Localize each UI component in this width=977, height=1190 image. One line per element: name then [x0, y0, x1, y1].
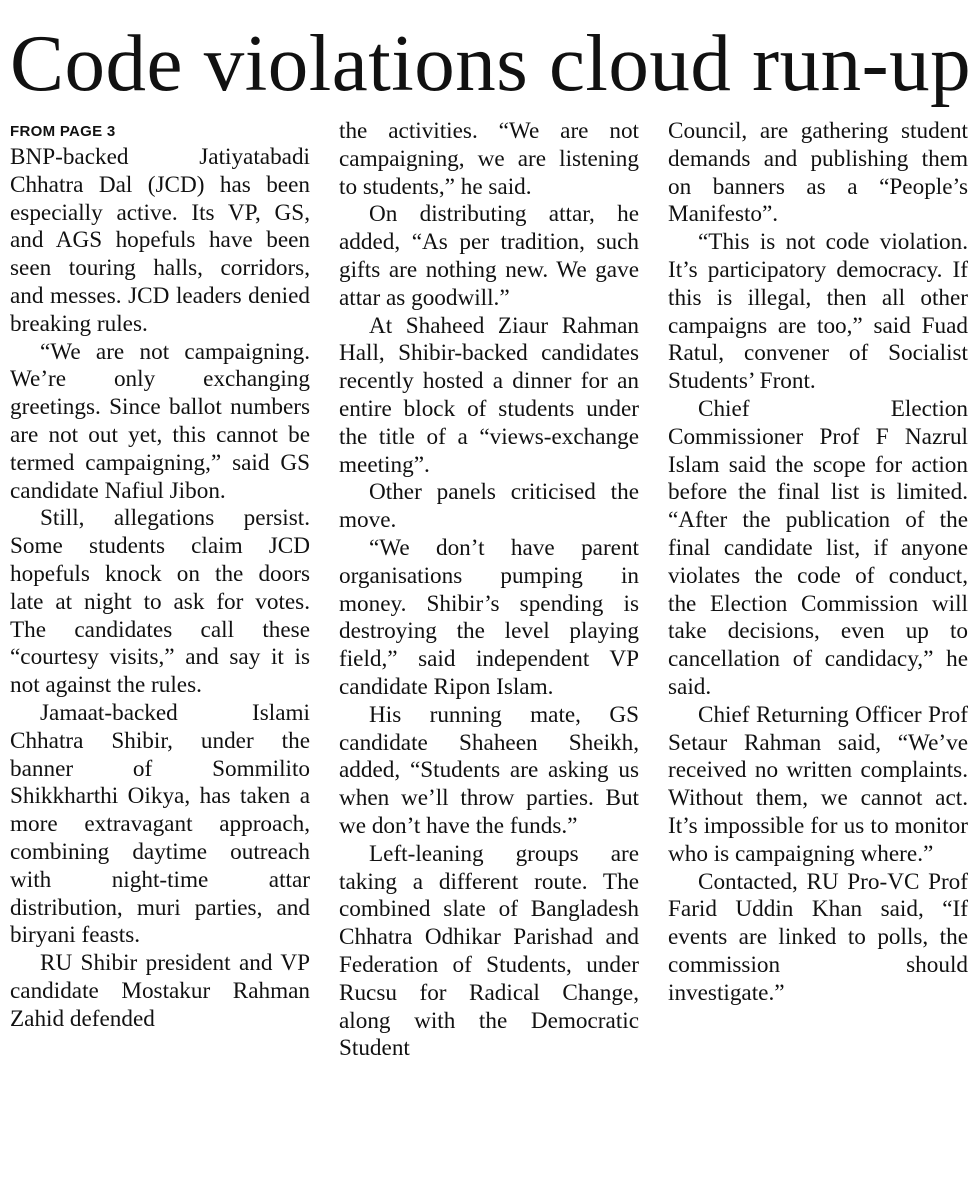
paragraph: the activities. “We are not campaigning, we are listening to students,” he said.: [339, 118, 639, 200]
paragraph: Other panels criticised the move.: [339, 479, 639, 534]
paragraph: “We are not campaigning. We’re only exchanging greetings. Since ballot numbers are not out yet, this cannot be termed campaigning,” said GS candidate Nafiul Jibon.: [10, 338, 310, 504]
paragraph: RU Shibir president and VP candidate Mostakur Rahman Zahid defended: [10, 950, 310, 1032]
article-column-1: [10, 118, 310, 1178]
paragraph: Chief Returning Officer Prof Setaur Rahman said, “We’ve received no written complaints. Without them, we cannot act. It’s impossible for us to monitor who is campaigning where.”: [668, 701, 968, 867]
continuation-kicker: FROM PAGE 3: [10, 123, 116, 140]
paragraph: Still, allegations persist. Some students claim JCD hopefuls knock on the doors late at night to ask for votes. The candidates call these “courtesy visits,” and say it is not against the rules.: [10, 505, 310, 699]
paragraph: His running mate, GS candidate Shaheen Sheikh, added, “Students are asking us when we’ll throw parties. But we don’t have the funds.”: [339, 701, 639, 839]
paragraph: On distributing attar, he added, “As per tradition, such gifts are nothing new. We gave attar as goodwill.”: [339, 201, 639, 311]
paragraph: Contacted, RU Pro-VC Prof Farid Uddin Khan said, “If events are linked to polls, the commission should investigate.”: [668, 868, 968, 1006]
article-column-3: [668, 118, 968, 1178]
paragraph: Chief Election Commissioner Prof F Nazrul Islam said the scope for action before the final list is limited. “After the publication of the final candidate list, if anyone violates the code of conduct, the Election Commission will take decisions, even up to cancellation of candidacy,” he said.: [668, 395, 968, 700]
paragraph: Council, are gathering student demands and publishing them on banners as a “People’s Manifesto”.: [668, 118, 968, 228]
paragraph: “This is not code violation. It’s participatory democracy. If this is illegal, then all other campaigns are too,” said Fuad Ratul, convener of Socialist Students’ Front.: [668, 229, 968, 395]
paragraph: “We don’t have parent organisations pumping in money. Shibir’s spending is destroying the level playing field,” said independent VP candidate Ripon Islam.: [339, 534, 639, 700]
headline: Code violations cloud run-up: [10, 18, 972, 108]
paragraph: Left-leaning groups are taking a different route. The combined slate of Bangladesh Chhatra Odhikar Parishad and Federation of Students, under Rucsu for Radical Change, along with the Democratic Student: [339, 840, 639, 1062]
paragraph: At Shaheed Ziaur Rahman Hall, Shibir-backed candidates recently hosted a dinner for an entire block of students under the title of a “views-exchange meeting”.: [339, 312, 639, 478]
paragraph: Jamaat-backed Islami Chhatra Shibir, under the banner of Sommilito Shikkharthi Oikya, has taken a more extravagant approach, combining daytime outreach with night-time attar distribution, muri parties, and biryani feasts.: [10, 699, 310, 949]
article-column-2: [339, 118, 639, 1178]
paragraph: BNP-backed Jatiyatabadi Chhatra Dal (JCD) has been especially active. Its VP, GS, and AGS hopefuls have been seen touring halls, corridors, and messes. JCD leaders denied breaking rules.: [10, 144, 310, 337]
